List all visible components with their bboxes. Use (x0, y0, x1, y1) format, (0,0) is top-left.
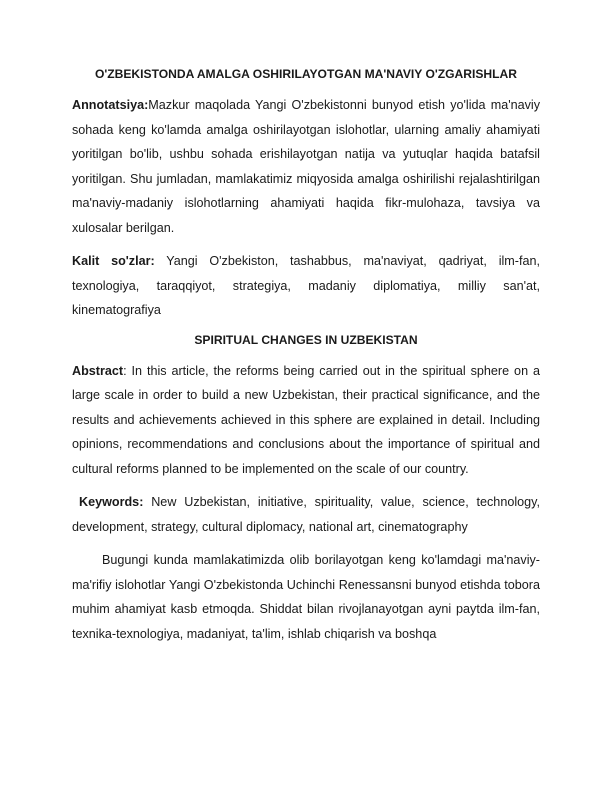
keywords-english-paragraph (72, 490, 540, 539)
annotation-paragraph (72, 93, 540, 240)
keywords-english-label: Keywords: (79, 495, 144, 509)
annotation-text: Mazkur maqolada Yangi O'zbekistonni bunyod etish yo'lida ma'naviy sohada keng ko'lamda amalga oshirilayotgan islohotlar, ularning amaliy ahamiyati yoritilgan bo'lib, ushbu sohada erishilayotgan natija va yutuqlar haqida batafsil yoritilgan. Shu jumladan, mamlakatimiz miqyosida amalga oshirilishi rejalashtirilgan ma'naviy-madaniy islohotlarning ahamiyati haqida fikr-mulohaza, tavsiya va xulosalar berilgan. (72, 98, 540, 235)
abstract-label: Abstract (72, 363, 124, 378)
annotation-label: Annotatsiya: (72, 98, 149, 112)
document-page (72, 66, 540, 655)
keywords-uzbek-paragraph (72, 249, 540, 323)
title-english: SPIRITUAL CHANGES IN UZBEKISTAN (194, 332, 418, 347)
keywords-uzbek-text: Yangi O'zbekiston, tashabbus, ma'naviyat, qadriyat, ilm-fan, texnologiya, taraqqiyot, strategiya, madaniy diplomatiya, milliy san'at, kinematografiya (72, 254, 540, 317)
abstract-paragraph (72, 359, 540, 482)
title-uzbek: O'ZBEKISTONDA AMALGA OSHIRILAYOTGAN MA'NAVIY O'ZGARISHLAR (94, 67, 518, 81)
keywords-english-text: New Uzbekistan, initiative, spirituality, value, science, technology, development, strategy, cultural diplomacy, national art, cinematography (72, 495, 540, 534)
keywords-uzbek-label: Kalit so'zlar: (72, 254, 155, 268)
abstract-text: : In this article, the reforms being carried out in the spiritual sphere on a large scale in order to build a new Uzbekistan, their practical significance, and the results and achievements achieved in this sphere are explained in detail. Including opinions, recommendations and conclusions about the importance of spiritual and cultural reforms planned to be implemented on the scale of our country. (72, 363, 540, 476)
body-paragraph: Bugungi kunda mamlakatimizda olib borilayotgan keng ko'lamdagi ma'naviy-ma'rifiy islohotlar Yangi O'zbekistonda Uchinchi Renessansni bunyod etishda tobora muhim ahamiyat kasb etmoqda. Shiddat bilan rivojlanayotgan ayni paytda ilm-fan, texnika-texnologiya, madaniyat, ta'lim, ishlab chiqarish va boshqa (72, 553, 540, 641)
